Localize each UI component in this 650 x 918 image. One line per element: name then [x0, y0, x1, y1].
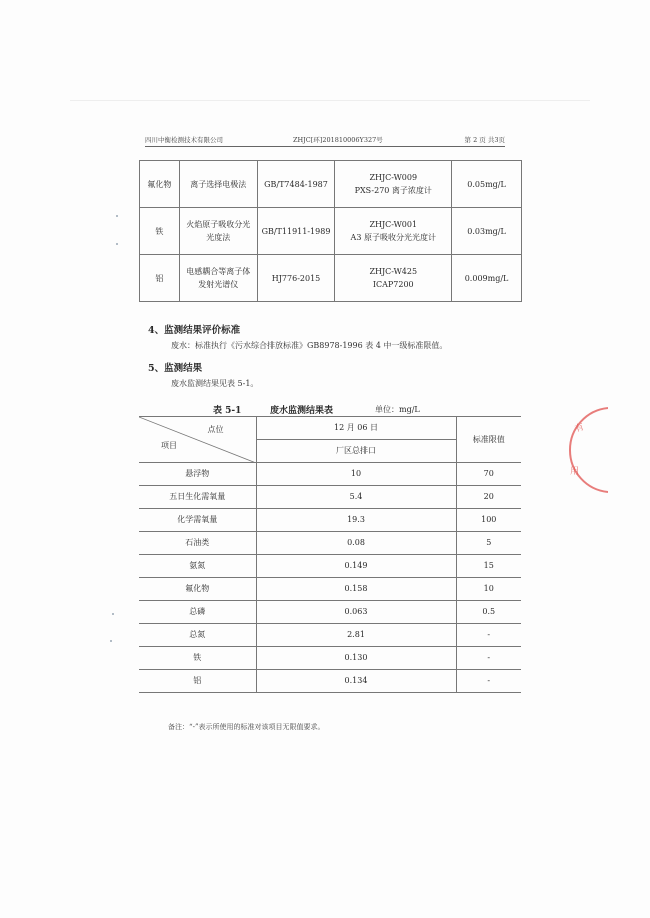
diagonal-line — [139, 417, 256, 463]
result-value: 2.81 — [256, 624, 456, 647]
instrument-id: ZHJC-W001 — [369, 220, 418, 229]
method-instrument — [335, 161, 452, 208]
method-standard: GB/T11911-1989 — [257, 208, 335, 255]
section-5-title: 5、监测结果 — [148, 363, 203, 374]
result-item: 铁 — [139, 647, 256, 670]
scan-dot — [112, 613, 114, 615]
method-item: 铝 — [140, 255, 180, 302]
method-standard: HJ776-2015 — [257, 255, 335, 302]
result-item: 五日生化需氧量 — [139, 486, 256, 509]
method-row — [140, 161, 522, 208]
result-item: 总氮 — [139, 624, 256, 647]
result-row — [139, 463, 521, 486]
results-table — [139, 416, 521, 693]
table-title: 废水监测结果表 — [270, 406, 334, 416]
result-limit: 20 — [456, 486, 521, 509]
date-header: 12 月 06 日 — [256, 417, 456, 440]
result-item: 总磷 — [139, 601, 256, 624]
result-value: 0.063 — [256, 601, 456, 624]
svg-text:用: 用 — [570, 467, 580, 477]
header-report-number: ZHJC[环]201810006Y327号 — [293, 136, 383, 144]
instrument-id: ZHJC-W009 — [369, 173, 418, 182]
svg-text:有: 有 — [573, 422, 586, 435]
method-row — [140, 255, 522, 302]
header-company: 四川中衡检测技术有限公司 — [145, 136, 223, 144]
result-limit: 5 — [456, 532, 521, 555]
method-item: 氟化物 — [140, 161, 180, 208]
table-unit: 单位：mg/L — [375, 405, 420, 414]
method-name: 离子选择电极法 — [179, 161, 257, 208]
red-stamp — [568, 402, 608, 498]
result-limit: - — [456, 624, 521, 647]
location-header: 厂区总排口 — [256, 440, 456, 463]
result-limit: - — [456, 647, 521, 670]
limit-header: 标准限值 — [456, 417, 521, 463]
result-row — [139, 532, 521, 555]
result-item: 氟化物 — [139, 578, 256, 601]
header-rule — [145, 146, 505, 147]
method-instrument — [335, 208, 452, 255]
result-item: 氨氮 — [139, 555, 256, 578]
result-limit: 100 — [456, 509, 521, 532]
table-note: 备注：“-”表示所使用的标准对该项目无限值要求。 — [168, 723, 325, 731]
result-row — [139, 578, 521, 601]
diagonal-header-cell — [139, 417, 256, 463]
method-detection-limit: 0.05mg/L — [452, 161, 522, 208]
result-limit: 0.5 — [456, 601, 521, 624]
result-limit: 10 — [456, 578, 521, 601]
instrument-model: A3 原子吸收分光光度计 — [350, 233, 436, 242]
result-row — [139, 670, 521, 693]
method-name: 火焰原子吸收分光光度法 — [179, 208, 257, 255]
instrument-id: ZHJC-W425 — [369, 267, 418, 276]
instrument-model: ICAP7200 — [372, 280, 414, 289]
header-page-number: 第 2 页 共3页 — [464, 136, 505, 144]
scan-dot — [116, 215, 118, 217]
scan-edge-line — [70, 100, 590, 101]
scan-dot — [110, 640, 112, 642]
method-row — [140, 208, 522, 255]
result-value: 0.08 — [256, 532, 456, 555]
header-point-label: 点位 — [207, 425, 224, 434]
result-row — [139, 647, 521, 670]
result-item: 化学需氧量 — [139, 509, 256, 532]
result-value: 0.149 — [256, 555, 456, 578]
result-row — [139, 601, 521, 624]
method-detection-limit: 0.009mg/L — [452, 255, 522, 302]
result-row — [139, 624, 521, 647]
result-value: 19.3 — [256, 509, 456, 532]
header-item-label: 项目 — [161, 441, 177, 450]
method-table — [139, 160, 522, 302]
page-header — [145, 131, 505, 147]
result-value: 0.158 — [256, 578, 456, 601]
result-value: 5.4 — [256, 486, 456, 509]
method-instrument — [335, 255, 452, 302]
method-standard: GB/T7484-1987 — [257, 161, 335, 208]
result-item: 悬浮物 — [139, 463, 256, 486]
result-item: 铝 — [139, 670, 256, 693]
result-row — [139, 509, 521, 532]
result-value: 10 — [256, 463, 456, 486]
instrument-model: PXS-270 离子浓度计 — [354, 186, 432, 195]
result-value: 0.134 — [256, 670, 456, 693]
result-value: 0.130 — [256, 647, 456, 670]
result-limit: - — [456, 670, 521, 693]
result-item: 石油类 — [139, 532, 256, 555]
section-5-text: 废水监测结果见表 5-1。 — [171, 379, 259, 388]
method-item: 铁 — [140, 208, 180, 255]
method-name: 电感耦合等离子体发射光谱仪 — [179, 255, 257, 302]
section-4-title: 4、监测结果评价标准 — [148, 325, 241, 336]
result-row — [139, 486, 521, 509]
result-row — [139, 555, 521, 578]
result-limit: 15 — [456, 555, 521, 578]
result-limit: 70 — [456, 463, 521, 486]
method-detection-limit: 0.03mg/L — [452, 208, 522, 255]
scan-dot — [116, 243, 118, 245]
table-number: 表 5-1 — [213, 406, 242, 416]
section-4-text: 废水：标准执行《污水综合排放标准》GB8978-1996 表 4 中一级标准限值。 — [171, 341, 448, 350]
